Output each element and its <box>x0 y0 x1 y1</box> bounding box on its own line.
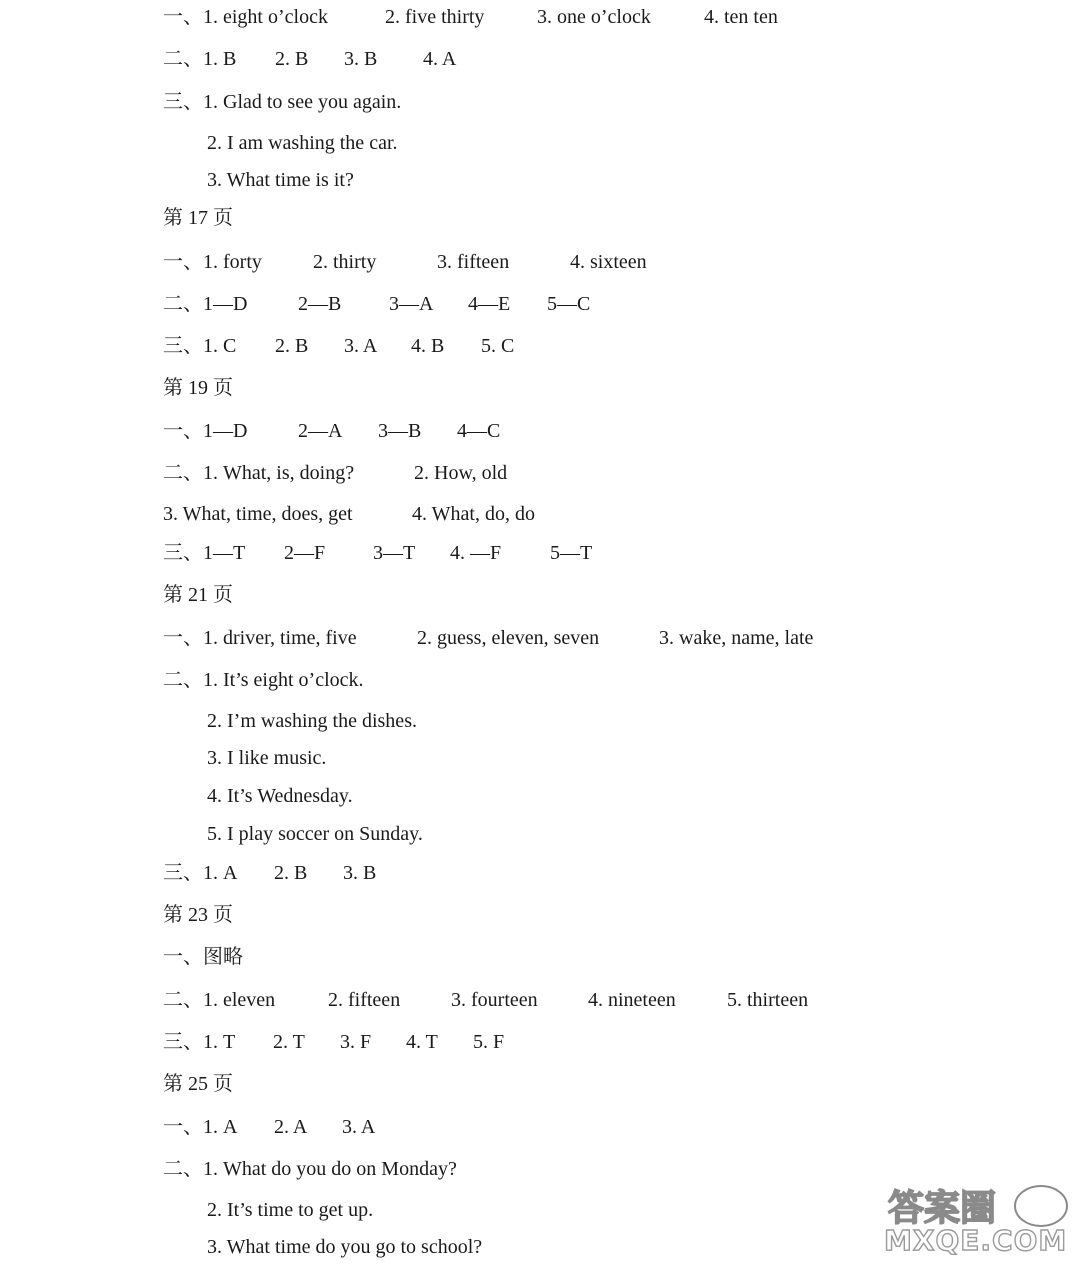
answer-item: 2. It’s time to get up. <box>207 1199 374 1221</box>
answer-item: 3. A <box>342 1116 376 1138</box>
answer-item: 4. nineteen <box>588 989 676 1011</box>
answer-item: 2—B <box>298 293 342 315</box>
answer-item: 三、1. A <box>163 862 238 884</box>
answer-item: 3. B <box>344 48 378 70</box>
answer-item: 3. one o’clock <box>537 6 651 28</box>
answer-item: 3. What time do you go to school? <box>207 1236 483 1258</box>
watermark-url: MXQE.COM <box>884 1224 1068 1257</box>
answer-item: 3. fourteen <box>451 989 538 1011</box>
answer-item: 三、1. Glad to see you again. <box>163 91 402 113</box>
answer-item: 4. It’s Wednesday. <box>207 785 353 807</box>
answer-item: 5. thirteen <box>727 989 809 1011</box>
answer-item: 二、1. eleven <box>163 989 276 1011</box>
answer-item: 3—A <box>389 293 434 315</box>
answer-line <box>163 1157 457 1205</box>
answer-item: 4—C <box>457 420 501 442</box>
answer-item: 5. I play soccer on Sunday. <box>207 823 423 845</box>
answer-item: 2. five thirty <box>385 6 485 28</box>
page-heading: 第 19 页 <box>163 377 233 399</box>
answer-item: 2. thirty <box>313 251 377 273</box>
watermark <box>884 1184 1074 1264</box>
answer-item: 3. What, time, does, get <box>163 503 353 525</box>
answer-item: 3. What time is it? <box>207 169 354 191</box>
page-heading: 第 21 页 <box>163 584 233 606</box>
answer-item: 二、1—D <box>163 293 248 315</box>
answer-item: 4. What, do, do <box>412 503 535 525</box>
answer-item: 5—C <box>547 293 591 315</box>
answer-item: 2—F <box>284 542 326 564</box>
answer-item: 3. A <box>344 335 378 357</box>
answer-item: 4. —F <box>450 542 502 564</box>
answer-item: 一、1. A <box>163 1116 238 1138</box>
answer-line <box>163 945 243 993</box>
answer-item: 4. T <box>406 1031 438 1053</box>
answer-item: 2—A <box>298 420 343 442</box>
answer-item: 二、1. What do you do on Monday? <box>163 1158 457 1180</box>
answer-item: 一、1. driver, time, five <box>163 627 357 649</box>
answer-item: 3. B <box>343 862 377 884</box>
answer-item: 2. T <box>273 1031 305 1053</box>
answer-item: 二、1. What, is, doing? <box>163 462 355 484</box>
answer-item: 5. C <box>481 335 515 357</box>
answer-item: 一、1—D <box>163 420 248 442</box>
answer-item: 5—T <box>550 542 593 564</box>
answer-item: 4. sixteen <box>570 251 647 273</box>
answer-item: 二、1. It’s eight o’clock. <box>163 669 364 691</box>
watermark-logo <box>884 1184 1074 1228</box>
answer-item: 一、1. eight o’clock <box>163 6 328 28</box>
answer-item: 三、1—T <box>163 542 246 564</box>
answer-line <box>163 668 364 716</box>
answer-item: 3. F <box>340 1031 372 1053</box>
answer-item: 2. How, old <box>414 462 508 484</box>
answer-line <box>207 1235 483 1283</box>
answer-item: 3—B <box>378 420 422 442</box>
answer-item: 三、1. C <box>163 335 237 357</box>
answer-item: 一、图略 <box>163 946 243 968</box>
answer-item: 3—T <box>373 542 416 564</box>
answer-item: 3. fifteen <box>437 251 510 273</box>
answer-item: 4. B <box>411 335 445 357</box>
answer-item: 4—E <box>468 293 511 315</box>
answer-item: 3. wake, name, late <box>659 627 814 649</box>
answer-item: 2. I’m washing the dishes. <box>207 710 417 732</box>
answer-item: 2. I am washing the car. <box>207 132 398 154</box>
page-heading: 第 23 页 <box>163 904 233 926</box>
answer-item: 5. F <box>473 1031 505 1053</box>
answer-item: 二、1. B <box>163 48 237 70</box>
answer-item: 三、1. T <box>163 1031 236 1053</box>
answer-item: 一、1. forty <box>163 251 262 273</box>
answer-item: 4. ten ten <box>704 6 778 28</box>
answer-item: 4. A <box>423 48 457 70</box>
answer-item: 2. guess, eleven, seven <box>417 627 600 649</box>
answer-item: 2. B <box>274 862 308 884</box>
watermark-cn-text: 答案圈 <box>888 1188 997 1228</box>
answer-line <box>163 90 402 138</box>
answer-item: 2. A <box>274 1116 308 1138</box>
answer-item: 2. fifteen <box>328 989 401 1011</box>
answer-item: 2. B <box>275 48 309 70</box>
answer-item: 2. B <box>275 335 309 357</box>
answer-item: 3. I like music. <box>207 747 327 769</box>
page-heading: 第 25 页 <box>163 1073 233 1095</box>
page-heading: 第 17 页 <box>163 207 233 229</box>
